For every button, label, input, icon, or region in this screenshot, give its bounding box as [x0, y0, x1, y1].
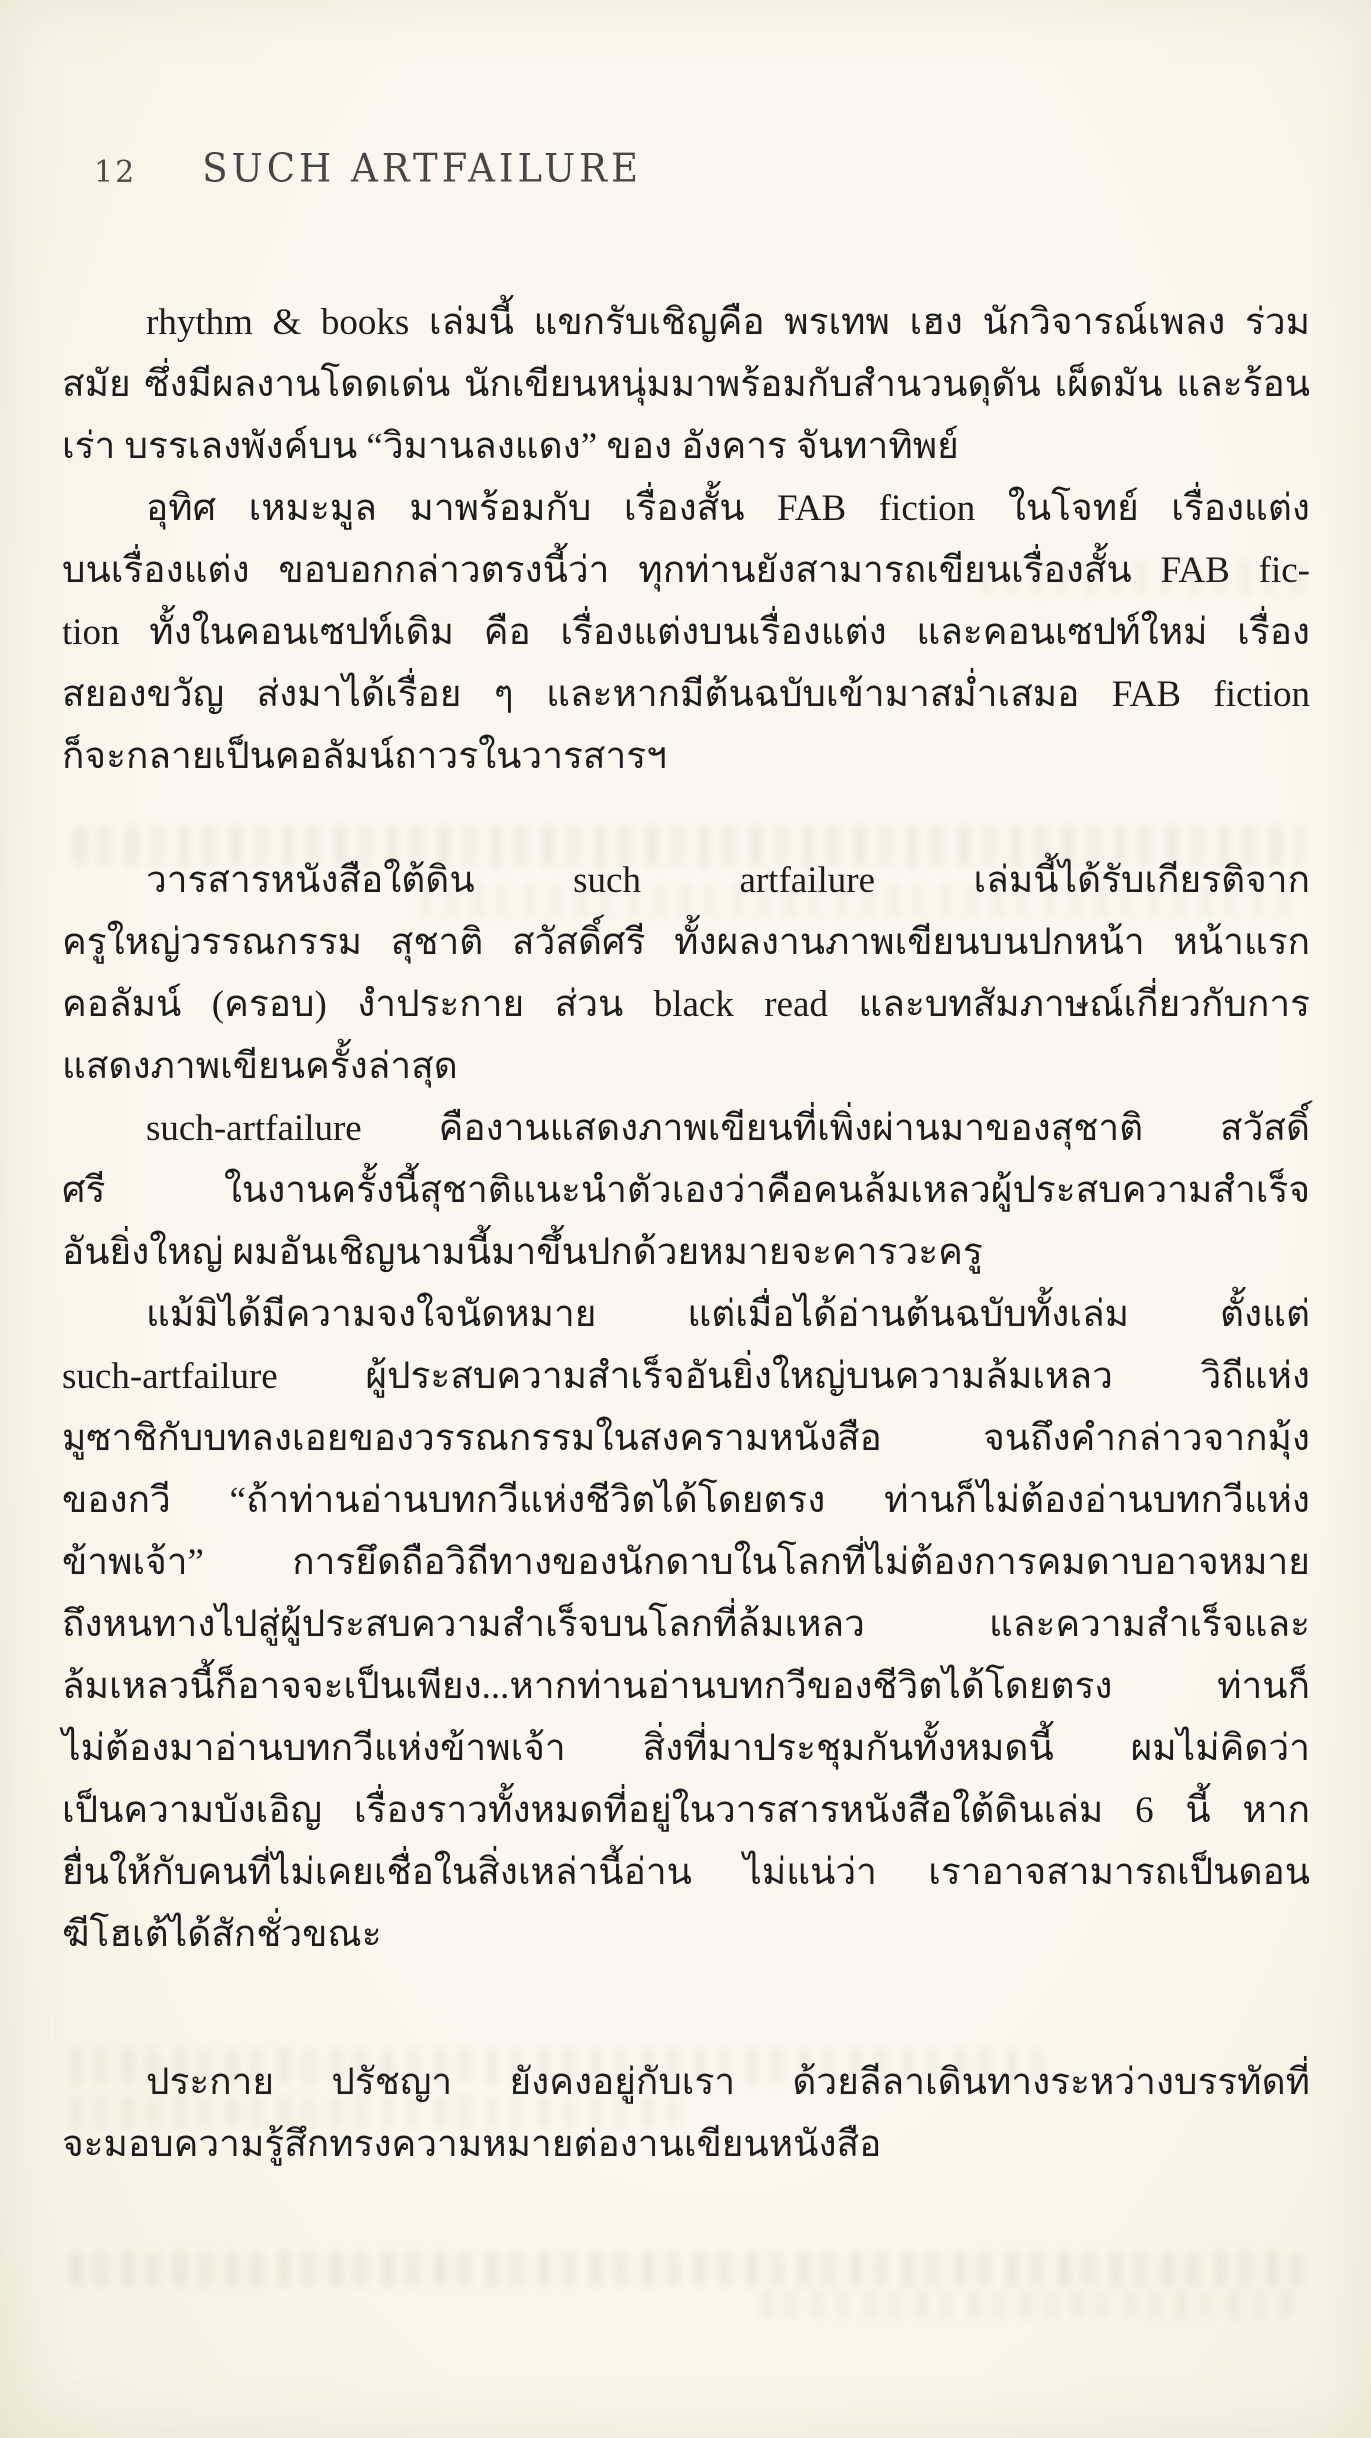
text-line: ศรี ในงานครั้งนี้สุชาติแนะนำตัวเองว่าคือคนล้มเหลวผู้ประสบความสำเร็จ [62, 1170, 1310, 1211]
text-line: ก็จะกลายเป็นคอลัมน์ถาวรในวารสารฯ [62, 736, 667, 777]
text-line: แสดงภาพเขียนครั้งล่าสุด [62, 1046, 458, 1087]
text-line: such-artfailure ผู้ประสบความสำเร็จอันยิ่งใหญ่บนความล้มเหลว วิถีแห่ง [62, 1356, 1310, 1397]
text-line: วารสารหนังสือใต้ดิน such artfailure เล่มนี้ได้รับเกียรติจาก [146, 860, 1310, 901]
text-line: ครูใหญ่วรรณกรรม สุชาติ สวัสดิ์ศรี ทั้งผลงานภาพเขียนบนปกหน้า หน้าแรก [62, 922, 1310, 963]
running-title: SUCH ARTFAILURE [202, 145, 643, 191]
text-line: อันยิ่งใหญ่ ผมอันเชิญนามนี้มาขึ้นปกด้วยหมายจะคารวะครู [62, 1232, 983, 1273]
running-header [94, 145, 643, 191]
show-through-smudge [70, 2252, 1304, 2286]
text-line: such-artfailure คืองานแสดงภาพเขียนที่เพิ่งผ่านมาของสุชาติ สวัสดิ์ [146, 1108, 1310, 1149]
text-line: อุทิศ เหมะมูล มาพร้อมกับ เรื่องสั้น FAB fiction ในโจทย์ เรื่องแต่ง [146, 488, 1310, 529]
paragraph-musashi [62, 1284, 1310, 1966]
text-line: เป็นความบังเอิญ เรื่องราวทั้งหมดที่อยู่ในวารสารหนังสือใต้ดินเล่ม 6 นี้ หาก [62, 1790, 1310, 1831]
text-line: ของกวี “ถ้าท่านอ่านบทกวีแห่งชีวิตได้โดยตรง ท่านก็ไม่ต้องอ่านบทกวีแห่ง [62, 1480, 1310, 1521]
text-line: บนเรื่องแต่ง ขอบอกกล่าวตรงนี้ว่า ทุกท่านยังสามารถเขียนเรื่องสั้น FAB fic- [62, 550, 1310, 591]
paragraph-fab-fiction [62, 478, 1310, 788]
text-line: จะมอบความรู้สึกทรงความหมายต่องานเขียนหนังสือ [62, 2124, 882, 2165]
show-through-smudge [760, 2290, 1300, 2318]
text-line: ล้มเหลวนี้ก็อาจจะเป็นเพียง...หากท่านอ่านบทกวีของชีวิตได้โดยตรง ท่านก็ [62, 1666, 1310, 1707]
text-line: tion ทั้งในคอนเซปท์เดิม คือ เรื่องแต่งบนเรื่องแต่ง และคอนเซปท์ใหม่ เรื่อง [62, 612, 1310, 653]
paragraph-prakai-pratya [62, 2052, 1310, 2176]
text-line: สยองขวัญ ส่งมาได้เรื่อย ๆ และหากมีต้นฉบับเข้ามาสม่ำเสมอ FAB fiction [62, 674, 1310, 715]
text-line: ไม่ต้องมาอ่านบทกวีแห่งข้าพเจ้า สิ่งที่มาประชุมกันทั้งหมดนี้ ผมไม่คิดว่า [62, 1728, 1310, 1769]
text-line: แม้มิได้มีความจงใจนัดหมาย แต่เมื่อได้อ่านต้นฉบับทั้งเล่ม ตั้งแต่ [146, 1294, 1310, 1335]
text-line: ถึงหนทางไปสู่ผู้ประสบความสำเร็จบนโลกที่ล้มเหลว และความสำเร็จและ [62, 1604, 1310, 1645]
text-line: ฆีโฮเต้ได้สักชั่วขณะ [62, 1914, 382, 1955]
page-body [62, 292, 1310, 2176]
text-line: คอลัมน์ (ครอบ) งำประกาย ส่วน black read และบทสัมภาษณ์เกี่ยวกับการ [62, 984, 1310, 1025]
paragraph-exhibition [62, 1098, 1310, 1284]
text-line: ข้าพเจ้า” การยึดถือวิถีทางของนักดาบในโลกที่ไม่ต้องการคมดาบอาจหมาย [62, 1542, 1310, 1583]
page-number: 12 [94, 155, 137, 190]
text-line: ยื่นให้กับคนที่ไม่เคยเชื่อในสิ่งเหล่านี้อ่าน ไม่แน่ว่า เราอาจสามารถเป็นดอน [62, 1852, 1310, 1893]
text-line: สมัย ซึ่งมีผลงานโดดเด่น นักเขียนหนุ่มมาพร้อมกับสำนวนดุดัน เผ็ดมัน และร้อน [62, 364, 1310, 405]
paragraph-rhythm-books [62, 292, 1310, 478]
text-line: มูซาชิกับบทลงเอยของวรรณกรรมในสงครามหนังสือ จนถึงคำกล่าวจากมุ้ง [62, 1418, 1310, 1459]
text-line: เร่า บรรเลงพังค์บน “วิมานลงแดง” ของ อังคาร จันทาทิพย์ [62, 426, 959, 467]
paragraph-such-artfailure-cover [62, 850, 1310, 1098]
text-line: rhythm & books เล่มนี้ แขกรับเชิญคือ พรเทพ เฮง นักวิจารณ์เพลง ร่วม [146, 302, 1310, 343]
text-line: ประกาย ปรัชญา ยังคงอยู่กับเรา ด้วยลีลาเดินทางระหว่างบรรทัดที่ [146, 2062, 1310, 2103]
